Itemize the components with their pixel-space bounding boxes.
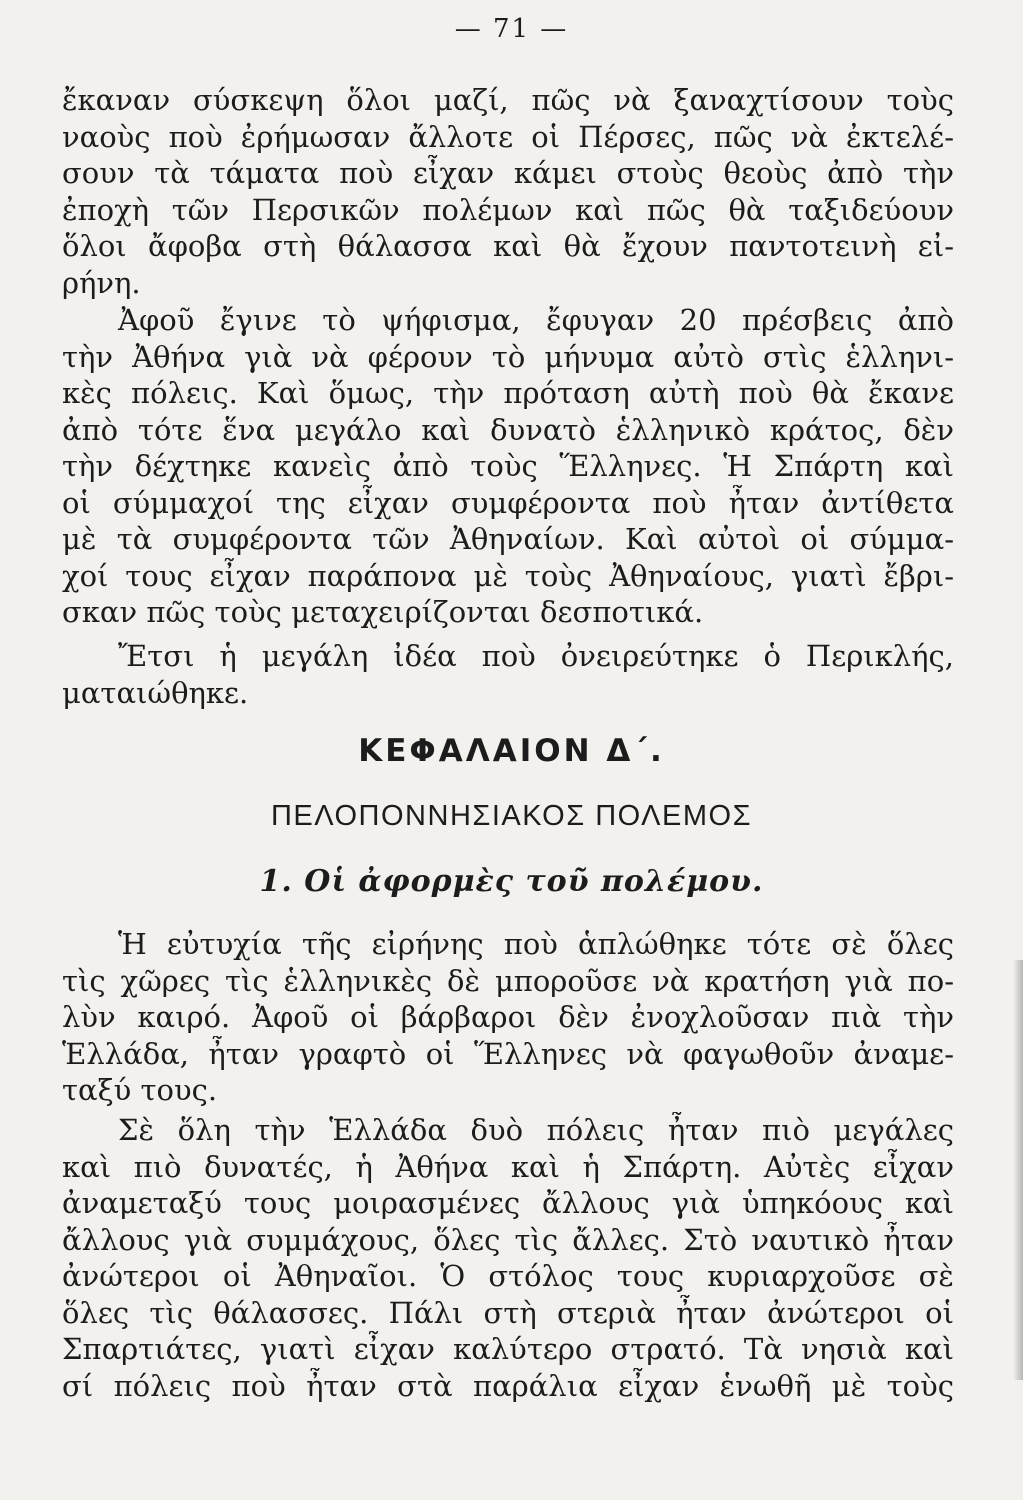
paragraph-continuation xyxy=(62,82,954,301)
text-line: ἄλλους γιὰ συμμάχους, ὅλες τὶς ἄλλες. Στὸ ναυτικὸ ἦταν xyxy=(62,1222,954,1257)
text-line: οἱ σύμμαχοί της εἶχαν συμφέροντα ποὺ ἦταν ἀντίθετα xyxy=(62,485,954,520)
text-line: ἔκαναν σύσκεψη ὅλοι μαζί, πῶς νὰ ξαναχτίσουν τοὺς xyxy=(62,83,954,117)
paragraph-pericles xyxy=(62,638,954,711)
text-line: τὶς χῶρες τὶς ἑλληνικὲς δὲ μποροῦσε νὰ κρατήση γιὰ πο- xyxy=(62,963,954,998)
text-line: τὴν Ἀθήνα γιὰ νὰ φέρουν τὸ μήνυμα αὐτὸ στὶς ἑλληνι- xyxy=(62,339,954,374)
text-line: ρήνη. xyxy=(62,265,141,300)
text-line: σί πόλεις ποὺ ἦταν στὰ παράλια εἶχαν ἑνωθῆ μὲ τοὺς xyxy=(62,1368,954,1403)
text-line: σουν τὰ τάματα ποὺ εἶχαν κάμει στοὺς θεοὺς ἀπὸ τὴν xyxy=(62,156,954,190)
text-line: ἀνώτεροι οἱ Ἀθηναῖοι. Ὁ στόλος τους κυριαρχοῦσε σὲ xyxy=(62,1259,954,1293)
text-line: Ἑλλάδα, ἦταν γραφτὸ οἱ Ἕλληνες νὰ φαγωθοῦν ἀναμε- xyxy=(62,1036,954,1071)
text-line: καὶ πιὸ δυνατές, ἡ Ἀθήνα καὶ ἡ Σπάρτη. Αὐτὲς εἶχαν xyxy=(62,1149,954,1184)
text-line: ἐποχὴ τῶν Περσικῶν πολέμων καὶ πῶς θὰ ταξιδεύουν xyxy=(62,192,954,227)
text-line: Ἀφοῦ ἔγινε τὸ ψήφισμα, ἔφυγαν 20 πρέσβεις ἀπὸ xyxy=(118,303,954,337)
text-line: λὺν καιρό. Ἀφοῦ οἱ βάρβαροι δὲν ἐνοχλοῦσαν πιὰ τὴν xyxy=(62,1000,954,1034)
text-line: μὲ τὰ συμφέροντα τῶν Ἀθηναίων. Καὶ αὐτοὶ οἱ σύμμα- xyxy=(62,522,954,556)
page-number: — 71 — xyxy=(454,14,569,44)
war-title: ΠΕΛΟΠΟΝΝΗΣΙΑΚΟΣ ΠΟΛΕΜΟΣ xyxy=(270,800,753,832)
text-line: ματαιώθηκε. xyxy=(62,675,249,710)
text-line: Ἡ εὐτυχία τῆς εἰρήνης ποὺ ἁπλώθηκε τότε σὲ ὅλες xyxy=(118,927,954,961)
text-line: κὲς πόλεις. Καὶ ὅμως, τὴν πρόταση αὐτὴ ποὺ θὰ ἔκανε xyxy=(62,376,954,410)
section-title: 1. Οἱ ἀφορμὲς τοῦ πολέμου. xyxy=(259,864,764,899)
paragraph-decree xyxy=(62,302,954,631)
text-line: Ἔτσι ἡ μεγάλη ἰδέα ποὺ ὀνειρεύτηκε ὁ Περικλής, xyxy=(118,639,954,673)
paragraph-athens-sparta xyxy=(62,1112,954,1404)
text-line: ἀπὸ τότε ἕνα μεγάλο καὶ δυνατὸ ἑλληνικὸ κράτος, δὲν xyxy=(62,412,954,447)
text-line: ἀναμεταξύ τους μοιρασμένες ἄλλους γιὰ ὑπηκόους καὶ xyxy=(62,1186,954,1220)
text-line: ὅλες τὶς θάλασσες. Πάλι στὴ στεριὰ ἦταν ἀνώτεροι οἱ xyxy=(62,1295,954,1330)
text-line: χοί τους εἶχαν παράπονα μὲ τοὺς Ἀθηναίους, γιατὶ ἔβρι- xyxy=(62,558,954,593)
text-line: τὴν δέχτηκε κανεὶς ἀπὸ τοὺς Ἕλληνες. Ἡ Σπάρτη καὶ xyxy=(62,449,954,483)
text-line: Σὲ ὅλη τὴν Ἑλλάδα δυὸ πόλεις ἦταν πιὸ μεγάλες xyxy=(118,1113,954,1147)
text-line: σκαν πῶς τοὺς μεταχειρίζονται δεσποτικά. xyxy=(62,595,704,629)
chapter-heading: ΚΕΦΑΛΑΙΟΝ Δ΄. xyxy=(358,733,665,769)
text-line: ταξύ τους. xyxy=(62,1073,218,1107)
text-line: Σπαρτιάτες, γιατὶ εἶχαν καλύτερο στρατό. Τὰ νησιὰ καὶ xyxy=(62,1332,954,1366)
text-line: ὅλοι ἄφοβα στὴ θάλασσα καὶ θὰ ἔχουν παντοτεινὴ εἰ- xyxy=(62,229,954,263)
text-line: ναοὺς ποὺ ἐρήμωσαν ἄλλοτε οἱ Πέρσες, πῶς νὰ ἐκτελέ- xyxy=(62,119,954,154)
page-edge-shadow xyxy=(1013,960,1023,1380)
paragraph-peace xyxy=(62,926,954,1109)
